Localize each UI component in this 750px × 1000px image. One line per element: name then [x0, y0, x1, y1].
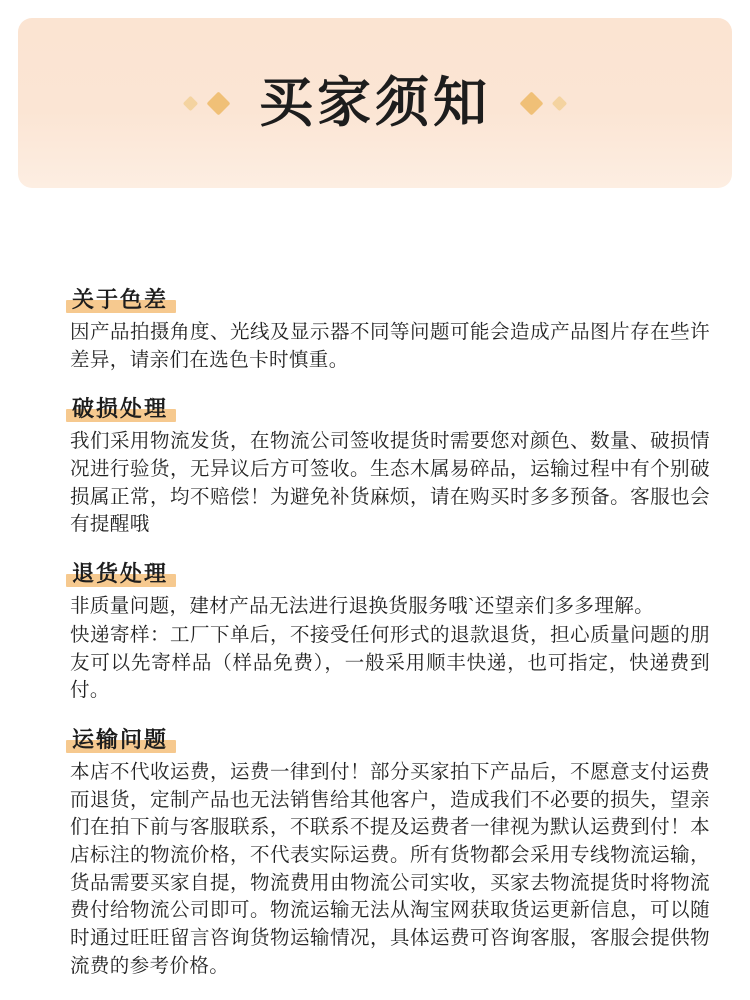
- section-color-difference: [70, 283, 710, 374]
- header-banner-inner: [185, 71, 565, 134]
- section-heading-label: 运输问题: [72, 727, 169, 753]
- notice-content: [70, 283, 710, 996]
- diamond-icon: [519, 91, 543, 115]
- section-return-handling: [70, 557, 710, 705]
- diamond-ornament-left: [185, 95, 227, 112]
- section-paragraph: 非质量问题，建材产品无法进行退换货服务哦`还望亲们多多理解。: [70, 596, 654, 618]
- section-paragraph: 本店不代收运费，运费一律到付！部分买家拍下产品后，不愿意支付运费而退货，定制产品也无法销售给其他客户，造成我们不必要的损失，望亲们在拍下前与客服联系，不联系不提及运费者一律视为默认运费到付！本店标注的物流价格，不代表实际运费。所有货物都会采用专线物流运输，货品需要买家自提，物流费用由物流公司实收，买家去物流提货时将物流费付给物流公司即可。物流运输无法从淘宝网获取货运更新信息，可以随时通过旺旺留言咨询货物运输情况，具体运费可咨询客服，客服会提供物流费的参考价格。: [70, 761, 710, 977]
- section-heading: [70, 392, 170, 423]
- section-shipping-issues: [70, 723, 710, 981]
- section-damage-handling: [70, 392, 710, 539]
- section-heading-label: 退货处理: [72, 562, 169, 588]
- section-paragraph: 快递寄样：工厂下单后，不接受任何形式的退款退货，担心质量问题的朋友可以先寄样品（样品免费），一般采用顺丰快递，也可指定，快递费到付。: [70, 624, 710, 702]
- section-heading: [70, 557, 170, 588]
- page-title: 买家须知: [259, 71, 491, 134]
- section-heading: [70, 723, 170, 754]
- section-heading-label: 破损处理: [72, 397, 169, 423]
- diamond-ornament-right: [523, 95, 565, 112]
- diamond-icon: [183, 95, 199, 111]
- diamond-icon: [552, 95, 568, 111]
- header-banner: [18, 18, 732, 188]
- section-heading-label: 关于色差: [72, 288, 169, 313]
- section-paragraph: 因产品拍摄角度、光线及显示器不同等问题可能会造成产品图片存在些许差异，请亲们在选色卡时慎重。: [70, 322, 710, 371]
- section-paragraph: 我们采用物流发货，在物流公司签收提货时需要您对颜色、数量、破损情况进行验货，无异议后方可签收。生态木属易碎品，运输过程中有个别破损属正常，均不赔偿！为避免补货麻烦，请在购买时多多预备。客服也会有提醒哦: [70, 431, 710, 536]
- diamond-icon: [206, 91, 230, 115]
- section-heading: [70, 283, 170, 314]
